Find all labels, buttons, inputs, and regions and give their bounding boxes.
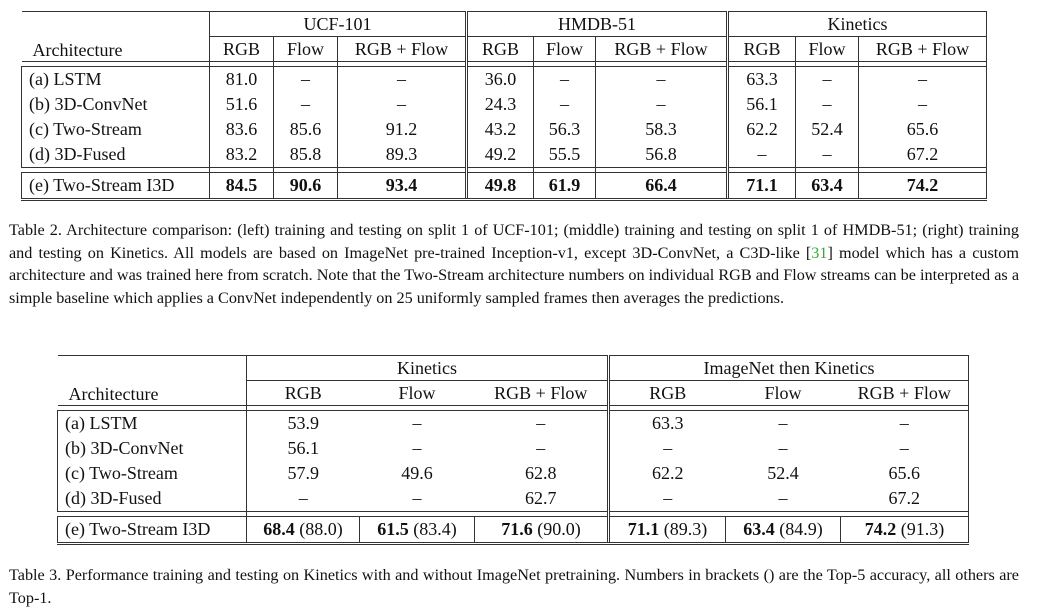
table-cell: –: [859, 67, 987, 93]
table-cell: 24.3: [467, 92, 534, 117]
table-cell: 67.2: [859, 142, 987, 168]
row-label: (b) 3D-ConvNet: [58, 436, 247, 461]
table-2-group-header: UCF-101: [210, 12, 467, 37]
table-cell: –: [274, 67, 338, 93]
table-cell: –: [859, 92, 987, 117]
top1-value: 71.1: [627, 519, 660, 539]
top1-value: 63.4: [743, 519, 775, 539]
table-cell: –: [338, 92, 467, 117]
table-cell: 85.6: [274, 117, 338, 142]
column-header: RGB: [467, 37, 534, 62]
bold-value: 61.9: [548, 175, 581, 195]
column-header: RGB: [609, 381, 726, 406]
bold-value: 90.6: [289, 175, 322, 195]
table-cell: –: [726, 411, 841, 437]
column-header: RGB + Flow: [859, 37, 987, 62]
bold-value: 49.8: [484, 175, 517, 195]
table-cell: 49.6: [401, 463, 433, 483]
top5-value: (88.0): [299, 519, 343, 539]
table-2-group-header: HMDB-51: [467, 12, 728, 37]
table-cell: [728, 173, 796, 200]
table-cell: –: [596, 67, 728, 93]
table-cell: –: [247, 486, 360, 512]
table-2-corner: [22, 12, 210, 37]
row-label: (e) Two-Stream I3D: [58, 517, 247, 544]
table-cell: [609, 517, 726, 544]
top5-value: (91.3): [900, 519, 945, 539]
table-cell: –: [609, 486, 726, 512]
row-label: (d) 3D-Fused: [58, 486, 247, 512]
table-cell: 52.4: [767, 463, 799, 483]
table-cell: –: [338, 67, 467, 93]
row-label: (e) Two-Stream I3D: [22, 173, 210, 200]
table-cell: [841, 517, 969, 544]
table-cell: 91.2: [338, 117, 467, 142]
table-cell: 58.3: [596, 117, 728, 142]
table-cell: –: [360, 486, 475, 512]
table-cell: 51.6: [210, 92, 274, 117]
table-3-arch-header: Architecture: [58, 381, 247, 406]
table-cell: –: [360, 411, 475, 437]
table-cell: 53.9: [247, 411, 360, 437]
table-3-caption: Table 3. Performance training and testing on Kinetics with and without ImageNet pretraining. Numbers in brackets () are the Top-5 accuracy, all others are Top-1.: [9, 566, 1019, 607]
table-cell: 89.3: [338, 142, 467, 168]
table-2-group-header: Kinetics: [728, 12, 987, 37]
table-cell: –: [726, 486, 841, 512]
table-3-corner: [58, 356, 247, 381]
bold-value: 66.4: [645, 175, 677, 195]
table-cell: 49.2: [467, 142, 534, 168]
table-cell: [796, 173, 859, 200]
table-row: [22, 142, 987, 168]
column-header: Flow: [274, 37, 338, 62]
table-2-arch-header: Architecture: [22, 37, 210, 62]
table-cell: [210, 173, 274, 200]
bold-value: 84.5: [225, 175, 258, 195]
column-header: RGB: [728, 37, 796, 62]
table-row: [22, 67, 987, 93]
column-header: RGB + Flow: [841, 381, 969, 406]
table-row: [58, 486, 969, 512]
table-cell: 65.6: [859, 117, 987, 142]
column-header: RGB + Flow: [596, 37, 728, 62]
row-label: (a) LSTM: [58, 411, 247, 437]
table-cell: –: [412, 438, 422, 458]
table-cell: 81.0: [210, 67, 274, 93]
table-cell: –: [778, 438, 788, 458]
table-cell: 57.9: [247, 461, 360, 486]
table-cell: 62.2: [609, 461, 726, 486]
top5-value: (83.4): [413, 519, 457, 539]
table-2: [21, 11, 987, 201]
bold-value: 74.2: [906, 175, 939, 195]
table-cell: –: [841, 411, 969, 437]
table-cell: 56.1: [728, 92, 796, 117]
table-cell: 56.3: [534, 117, 596, 142]
table-cell: 63.3: [728, 67, 796, 93]
column-header: Flow: [534, 37, 596, 62]
table-row: [58, 411, 969, 437]
table-cell: [467, 173, 534, 200]
column-header: Flow: [360, 381, 475, 406]
table-cell: 43.2: [467, 117, 534, 142]
top5-value: (89.3): [663, 519, 708, 539]
table-cell: [859, 173, 987, 200]
top5-value: (90.0): [537, 519, 581, 539]
column-header: RGB: [210, 37, 274, 62]
top5-value: (84.9): [779, 519, 823, 539]
table-cell: [534, 173, 596, 200]
citation-link[interactable]: 31: [811, 243, 828, 262]
table-cell: –: [841, 436, 969, 461]
caption-text: Table 2. Architecture comparison: (left) training and testing on split 1 of UCF-101; (middle) training and testing on split 1 of HMDB-51; (right) training and testing on Kinetics. All models are based on ImageNet pre-trained Inception-v1, except 3D-ConvNet, a C3D-like [: [9, 221, 1019, 262]
table-cell: [596, 173, 728, 200]
table-cell: 63.3: [609, 411, 726, 437]
table-cell: [274, 173, 338, 200]
table-cell: –: [475, 411, 609, 437]
table-cell: –: [609, 436, 726, 461]
table-cell: –: [796, 142, 859, 168]
column-header: Flow: [726, 381, 841, 406]
bold-value: 71.1: [746, 175, 778, 195]
row-label: (c) Two-Stream: [58, 461, 247, 486]
table-cell: –: [796, 92, 859, 117]
table-cell: 83.6: [210, 117, 274, 142]
top1-value: 74.2: [864, 519, 897, 539]
table-row: [22, 92, 987, 117]
table-cell: 62.7: [475, 486, 609, 512]
table-cell: –: [596, 92, 728, 117]
table-3: [57, 355, 969, 545]
table-row-best: [58, 517, 969, 544]
row-label: (a) LSTM: [22, 67, 210, 93]
table-cell: [338, 173, 467, 200]
bold-value: 93.4: [385, 175, 418, 195]
column-header: RGB: [247, 381, 360, 406]
bold-value: 63.4: [811, 175, 843, 195]
table-cell: 85.8: [274, 142, 338, 168]
top1-value: 71.6: [501, 519, 533, 539]
table-cell: [475, 517, 609, 544]
column-header: RGB + Flow: [475, 381, 609, 406]
table-cell: [360, 517, 475, 544]
table-row: [58, 436, 969, 461]
table-3-group-header: Kinetics: [247, 356, 609, 381]
table-cell: 62.8: [525, 463, 557, 483]
table-cell: 67.2: [841, 486, 969, 512]
table-cell: 56.1: [247, 436, 360, 461]
top1-value: 68.4: [263, 519, 295, 539]
table-cell: –: [796, 67, 859, 93]
table-cell: [247, 517, 360, 544]
table-cell: –: [536, 438, 546, 458]
table-cell: 36.0: [467, 67, 534, 93]
table-cell: 83.2: [210, 142, 274, 168]
table-row: [58, 461, 969, 486]
table-cell: [726, 517, 841, 544]
row-label: (b) 3D-ConvNet: [22, 92, 210, 117]
column-header: Flow: [796, 37, 859, 62]
table-row: [22, 117, 987, 142]
table-3-group-header: ImageNet then Kinetics: [609, 356, 969, 381]
table-cell: 56.8: [596, 142, 728, 168]
table-cell: 52.4: [796, 117, 859, 142]
table-cell: –: [274, 92, 338, 117]
column-header: RGB + Flow: [338, 37, 467, 62]
table-cell: 65.6: [841, 461, 969, 486]
table-cell: –: [728, 142, 796, 168]
top1-value: 61.5: [377, 519, 409, 539]
table-cell: –: [534, 67, 596, 93]
table-cell: 55.5: [534, 142, 596, 168]
table-row-best: [22, 173, 987, 200]
table-cell: –: [534, 92, 596, 117]
table-cell: 62.2: [728, 117, 796, 142]
row-label: (c) Two-Stream: [22, 117, 210, 142]
row-label: (d) 3D-Fused: [22, 142, 210, 168]
table-2-caption: [9, 219, 1019, 309]
caption-text: ] model which has a custom architecture and was trained here from scratch. Note that the Two-Stream architecture numbers on individual RGB and Flow streams can be interpreted as a simple baseline which applies a ConvNet independently on 25 uniformly sampled frames then averages the predictions.: [9, 243, 1019, 307]
